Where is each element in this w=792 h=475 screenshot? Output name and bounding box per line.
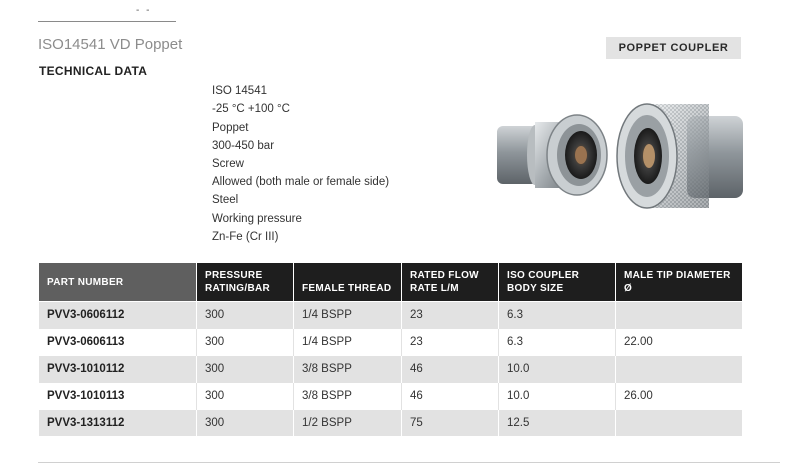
top-divider [38, 21, 176, 22]
table-cell: 23 [402, 302, 499, 329]
table-cell: 1/4 BSPP [294, 329, 402, 356]
part-number-cell: PVV3-1010113 [39, 383, 197, 410]
table-cell: 3/8 BSPP [294, 383, 402, 410]
technical-data-heading: TECHNICAL DATA [39, 64, 148, 78]
part-number-cell: PVV3-0606113 [39, 329, 197, 356]
table-cell: 300 [197, 302, 294, 329]
spec-value: Steel [212, 194, 239, 206]
part-number-cell: PVV3-1010112 [39, 356, 197, 383]
table-cell: 75 [402, 410, 499, 437]
column-header: FEMALE THREAD [294, 263, 402, 302]
product-title: ISO14541 VD Poppet [38, 36, 183, 53]
column-header: RATED FLOW RATE L/M [402, 263, 499, 302]
top-dots: - - [136, 5, 152, 16]
table-cell: 300 [197, 410, 294, 437]
spec-row-finishing [0, 228, 500, 246]
table-cell: 1/2 BSPP [294, 410, 402, 437]
table-cell [616, 410, 743, 437]
table-row [39, 410, 742, 437]
table-header-row [39, 263, 742, 302]
table-cell: 3/8 BSPP [294, 356, 402, 383]
spec-row-occlusion [0, 119, 500, 137]
spec-value: Zn-Fe (Cr III) [212, 231, 279, 243]
table-cell: 26.00 [616, 383, 743, 410]
spec-value: -25 °C +100 °C [212, 103, 290, 115]
table-cell: 1/4 BSPP [294, 302, 402, 329]
column-header: ISO COUPLER BODY SIZE [499, 263, 616, 302]
table-cell [616, 356, 743, 383]
spec-row-working-pressure [0, 137, 500, 155]
part-number-cell: PVV3-1313112 [39, 410, 197, 437]
category-badge: POPPET COUPLER [606, 37, 741, 59]
table-cell: 46 [402, 383, 499, 410]
column-header: PART NUMBER [39, 263, 197, 302]
table-cell: 300 [197, 329, 294, 356]
spec-row-max-residual-pressure [0, 210, 500, 228]
spec-value: Poppet [212, 122, 249, 134]
bottom-divider [38, 462, 780, 463]
spec-value: 300-450 bar [212, 140, 275, 152]
table-cell: 300 [197, 383, 294, 410]
table-cell [616, 302, 743, 329]
column-header: MALE TIP DIAMETER Ø [616, 263, 743, 302]
table-cell: 10.0 [499, 356, 616, 383]
part-number-cell: PVV3-0606112 [39, 302, 197, 329]
spec-value: Working pressure [212, 213, 302, 225]
table-cell: 22.00 [616, 329, 743, 356]
spec-row-material [0, 191, 500, 209]
spec-row-locking [0, 155, 500, 173]
table-cell: 12.5 [499, 410, 616, 437]
table-cell: 6.3 [499, 329, 616, 356]
spec-value: Screw [212, 158, 244, 170]
spec-value: Allowed (both male or female side) [212, 176, 390, 188]
spec-value: ISO 14541 [212, 85, 267, 97]
spec-row-standard [0, 82, 500, 100]
table-row [39, 383, 742, 410]
spec-row-working-temperature [0, 100, 500, 118]
table-row [39, 356, 742, 383]
table-cell: 46 [402, 356, 499, 383]
table-cell: 23 [402, 329, 499, 356]
table-row [39, 302, 742, 329]
table-cell: 6.3 [499, 302, 616, 329]
part-number-table [39, 263, 742, 436]
table-row [39, 329, 742, 356]
column-header: PRESSURE RATING/BAR [197, 263, 294, 302]
table-cell: 10.0 [499, 383, 616, 410]
spec-row-connection-under-pressure [0, 173, 500, 191]
coupler-product-image [497, 96, 743, 216]
table-cell: 300 [197, 356, 294, 383]
